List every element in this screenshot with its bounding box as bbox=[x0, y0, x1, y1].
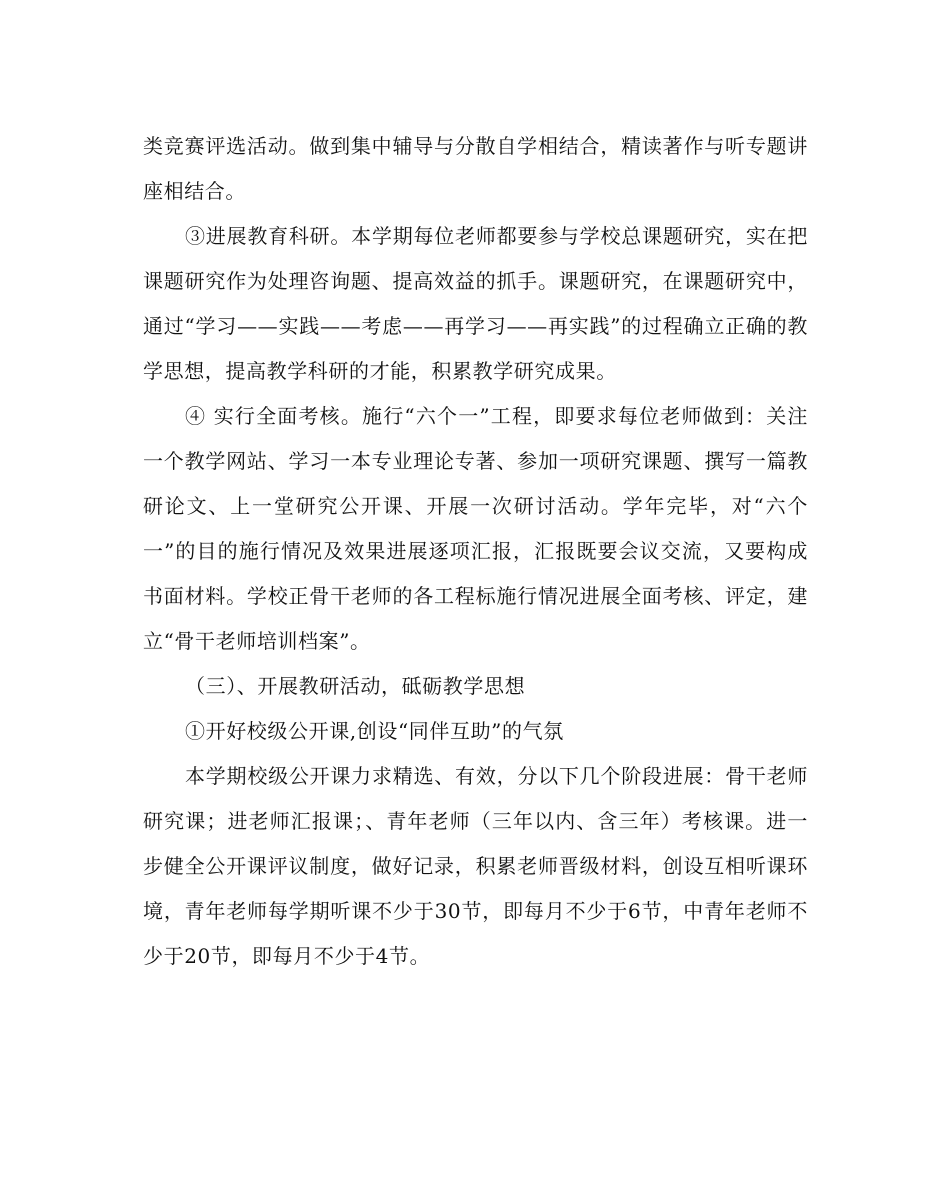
paragraph-comprehensive-assessment: ④ 实行全面考核。施行“六个一”工程，即要求每位老师做到：关注一个教学网站、学习一本专业理论专著、参加一项研究课题、撰写一篇教研论文、上一堂研究公开课、开展一次研讨活动。学年完毕，对“六个一”的目的施行情况及效果进展逐项汇报，汇报既要会议交流，又要构成书面材料。学校正骨干老师的各工程标施行情况进展全面考核、评定，建立“骨干老师培训档案”。 bbox=[143, 404, 808, 653]
paragraph-education-research: ③进展教育科研。本学期每位老师都要参与学校总课题研究，实在把课题研究作为处理咨询题、提高效益的抓手。课题研究，在课题研究中，通过“学习——实践——考虑——再学习——再实践”的过程确立正确的教学思想，提高教学科研的才能，积累教学研究成果。 bbox=[143, 224, 808, 383]
section-heading-teaching-research: （三）、开展教研活动，砥砺教学思想 bbox=[185, 674, 526, 698]
document-body bbox=[143, 124, 808, 979]
paragraph-continuation: 类竞赛评选活动。做到集中辅导与分散自学相结合，精读著作与听专题讲座相结合。 bbox=[143, 134, 808, 203]
subheading-open-class: ①开好校级公开课,创设“同伴互助”的气氛 bbox=[185, 719, 564, 743]
paragraph-open-class-plan: 本学期校级公开课力求精选、有效，分以下几个阶段进展：骨干老师研究课；进老师汇报课；、青年老师（三年以内、含三年）考核课。进一步健全公开课评议制度，做好记录，积累老师晋级材料，创设互相听课环境，青年老师每学期听课不少于30节，即每月不少于6节，中青年老师不少于20节，即每月不少于4节。 bbox=[143, 764, 808, 968]
